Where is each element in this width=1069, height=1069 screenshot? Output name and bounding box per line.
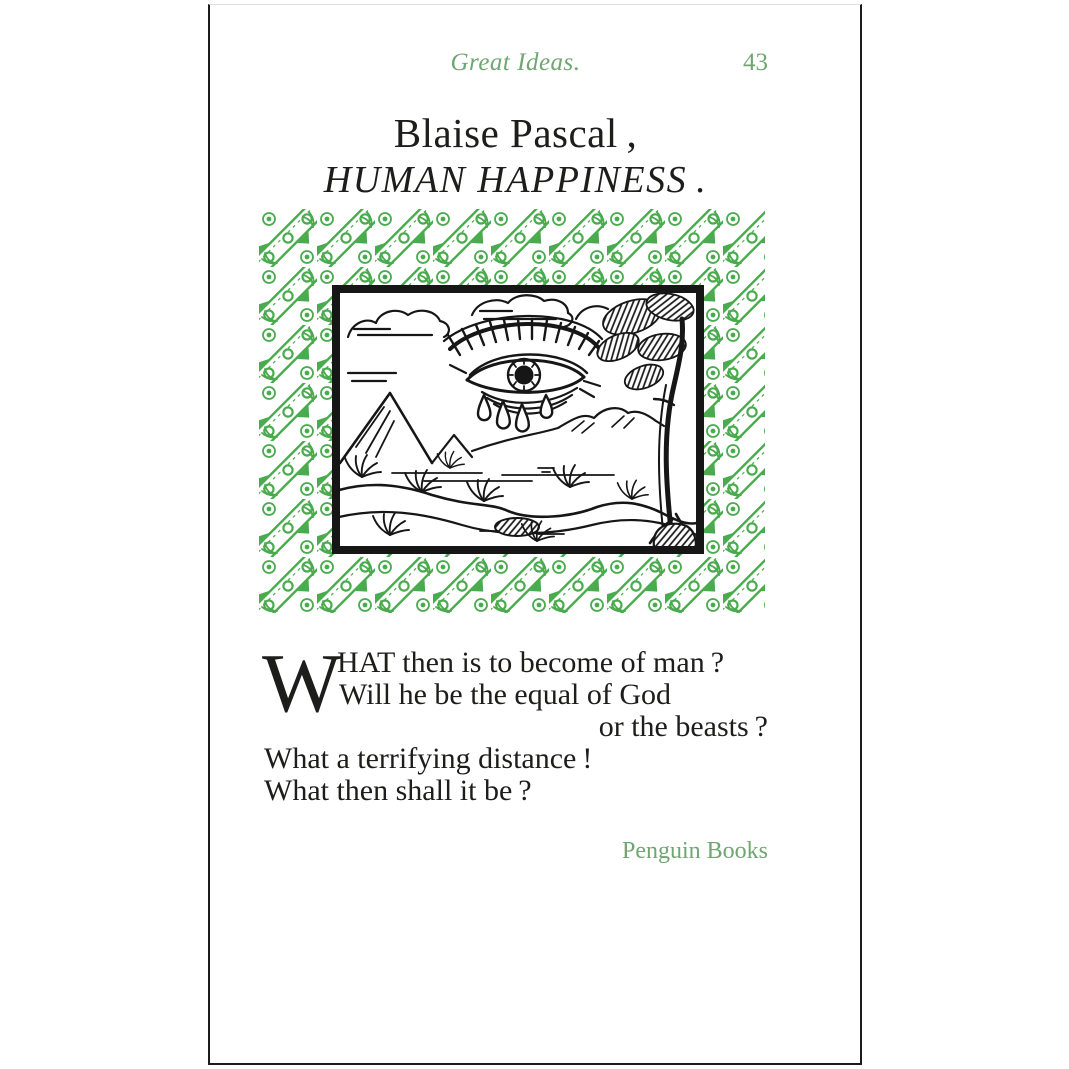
author-name: Blaise Pascal ,: [393, 110, 638, 156]
quote-line-1: HAT then is to become of man ?: [337, 646, 725, 679]
series-header: [259, 49, 772, 81]
series-number: 43: [743, 49, 768, 76]
quote-line-5: What then shall it be ?: [264, 774, 532, 807]
work-title: HUMAN HAPPINESS .: [323, 159, 708, 201]
ornamental-border: [259, 209, 765, 613]
quote-line-4: What a terrifying distance !: [264, 742, 593, 775]
quote-line-3: or the beasts ?: [598, 710, 768, 743]
drop-cap-w: W: [262, 637, 342, 730]
weeping-eye-illustration: [332, 285, 704, 554]
series-title: Great Ideas.: [450, 49, 581, 76]
book-cover: [208, 4, 862, 1065]
publisher-imprint: Penguin Books: [621, 838, 768, 864]
weeping-eye-woodcut-svg: [332, 285, 704, 554]
quote-line-2: Will he be the equal of God: [339, 678, 672, 711]
